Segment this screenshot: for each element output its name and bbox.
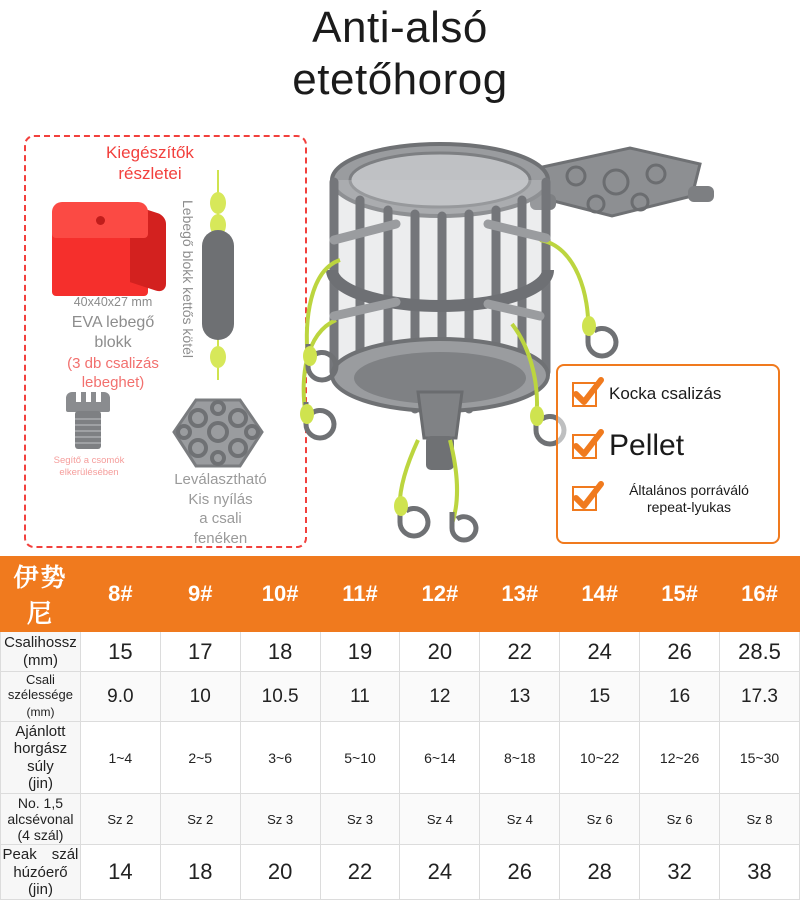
knot-caption-line2: elkerülésében [59,467,119,479]
knot-notch-right [96,392,101,402]
table-row [1,845,800,900]
table-header-row [1,557,800,632]
float-block-illustration [198,170,238,380]
table-row [1,794,800,845]
row-label-2 [1,722,81,794]
table-row [1,722,800,794]
row-label-2-main: Ajánlott horgász súly [13,723,68,775]
checkbox-icon-0[interactable] [572,382,597,407]
disc-caption-line3: a csali [199,510,242,527]
table-header-cell-5: 12# [400,557,480,632]
cell-0-6: 24 [560,632,640,672]
row-label-0-main: Csalihossz [4,634,77,652]
row-label-0-sub: (mm) [22,651,58,669]
knot-thread-3 [75,430,101,432]
cell-2-8: 15~30 [720,722,800,794]
float-bead-top [210,192,226,214]
table-header-cell-3: 10# [240,557,320,632]
cube-name-label [38,313,188,353]
table-row [1,672,800,722]
table-header-cell-0: 伊势尼 [1,557,81,632]
float-block-body [202,230,234,340]
table-header-cell-6: 13# [480,557,560,632]
knot-helper-caption [30,455,148,480]
cell-2-7: 12~26 [640,722,720,794]
row-label-4 [1,845,81,900]
cell-3-8: Sz 8 [720,794,800,845]
knot-caption-line1: Segítő a csomók [53,455,125,466]
cell-2-2: 3~6 [240,722,320,794]
table-header-cell-2: 9# [160,557,240,632]
page-title [0,2,800,106]
cell-0-2: 18 [240,632,320,672]
table-header-cell-9: 16# [720,557,800,632]
cell-4-1: 18 [160,845,240,900]
disc-caption-line1: Leválasztható [174,471,267,488]
cell-4-3: 22 [320,845,400,900]
row-label-3 [1,794,81,845]
cell-3-3: Sz 3 [320,794,400,845]
row-label-1-sub: (mm) [26,704,55,719]
specification-table [0,556,800,900]
detachable-disc-illustration [172,398,264,470]
table-header-cell-8: 15# [640,557,720,632]
checklist-item-1[interactable] [572,428,772,464]
cell-1-1: 10 [160,672,240,722]
cube-size-label: 40x40x27 mm [73,295,153,309]
eva-cube-illustration [46,196,176,306]
cube-note-line2: lebeghet) [81,373,145,391]
cell-1-6: 15 [560,672,640,722]
disc-caption-line2: Kis nyílás [188,490,253,508]
checklist-label-2: Általános porráváló repeat-lyukas [629,482,749,515]
bait-type-checklist [556,364,780,544]
knot-thread-1 [75,418,101,420]
cell-1-3: 11 [320,672,400,722]
row-label-1 [1,672,81,722]
cell-1-7: 16 [640,672,720,722]
cell-0-4: 20 [400,632,480,672]
page-title-line1: Anti-alsó [312,3,488,52]
checklist-label-0: Kocka csalizás [609,384,722,404]
knot-helper-illustration [62,392,114,450]
checklist-item-0[interactable] [572,382,772,407]
accessory-heading-line2: részletei [118,164,182,184]
cube-note-label [38,355,188,393]
cell-2-5: 8~18 [480,722,560,794]
cell-1-4: 12 [400,672,480,722]
cell-0-7: 26 [640,632,720,672]
checklist-label-1: Pellet [609,429,685,462]
cell-3-2: Sz 3 [240,794,320,845]
table-row [1,632,800,672]
cell-4-8: 38 [720,845,800,900]
cell-1-5: 13 [480,672,560,722]
cell-2-6: 10~22 [560,722,640,794]
knot-thread-5 [75,442,101,444]
row-label-4-main: Peak szál húzóerő (jin) [2,846,79,898]
cube-name-line1: EVA lebegő [71,314,155,331]
feeder-lid [530,148,714,216]
row-label-1-main: Csali szélessége [7,672,73,702]
cell-1-0: 9.0 [80,672,160,722]
page-title-line2: etetőhorog [292,54,508,104]
cell-4-2: 20 [240,845,320,900]
cell-4-0: 14 [80,845,160,900]
accessory-heading-line1: Kiegészítők [106,143,194,162]
table-header-cell-7: 14# [560,557,640,632]
cube-hole-icon [96,216,105,225]
knot-thread-4 [75,436,101,438]
cube-name-line2: blokk [94,334,132,351]
cell-1-8: 17.3 [720,672,800,722]
cell-0-8: 28.5 [720,632,800,672]
detachable-disc-caption [158,470,283,548]
cell-3-5: Sz 4 [480,794,560,845]
knot-thread-2 [75,424,101,426]
cell-3-6: Sz 6 [560,794,640,845]
table-header-cell-4: 11# [320,557,400,632]
row-label-2-sub: (jin) [27,774,53,792]
cell-2-3: 5~10 [320,722,400,794]
cell-4-5: 26 [480,845,560,900]
checklist-item-2[interactable] [572,482,772,516]
cell-2-0: 1~4 [80,722,160,794]
cell-1-2: 10.5 [240,672,320,722]
disc-caption-line4: fenéken [193,529,248,547]
cell-0-0: 15 [80,632,160,672]
knot-notch-mid [86,392,91,402]
cube-note-line1: (3 db csalizás [67,355,159,372]
cell-4-4: 24 [400,845,480,900]
cell-3-7: Sz 6 [640,794,720,845]
table-header-cell-1: 8# [80,557,160,632]
cell-0-5: 22 [480,632,560,672]
float-bead-bottom [210,346,226,368]
row-label-3-main: No. 1,5 alcsévonal (4 szál) [7,795,74,844]
cell-4-6: 28 [560,845,640,900]
cell-3-1: Sz 2 [160,794,240,845]
cell-2-1: 2~5 [160,722,240,794]
cell-4-7: 32 [640,845,720,900]
cell-0-3: 19 [320,632,400,672]
cell-0-1: 17 [160,632,240,672]
cell-3-0: Sz 2 [80,794,160,845]
float-block-label: Lebegő blokk kettős kötél [180,200,196,358]
checkbox-icon-1[interactable] [572,434,597,459]
cell-3-4: Sz 4 [400,794,480,845]
cell-2-4: 6~14 [400,722,480,794]
row-label-0 [1,632,81,672]
knot-notch-left [76,392,81,402]
checkbox-icon-2[interactable] [572,486,597,511]
